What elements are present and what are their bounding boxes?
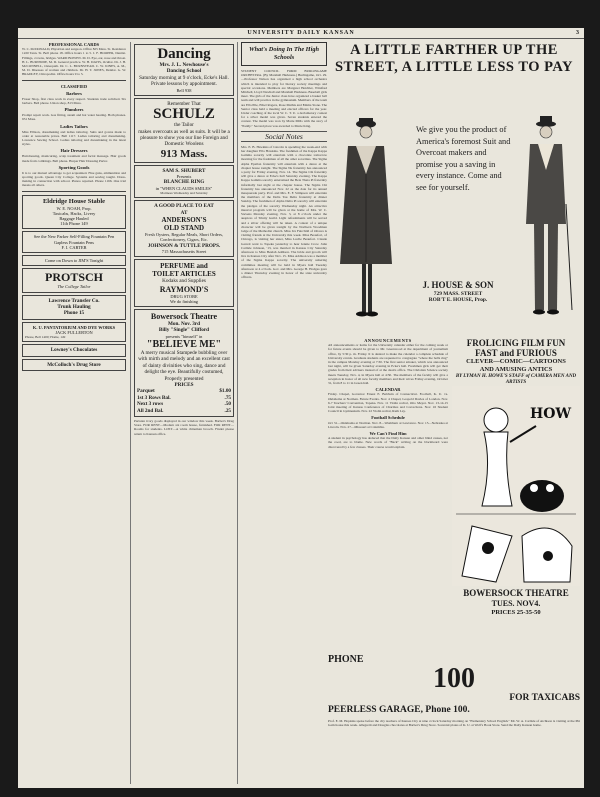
announcements-heading: ANNOUNCEMENTS	[364, 338, 412, 343]
eldridge-name: W. E. NOAH, Prop.	[56, 205, 92, 211]
mass-address: 715 Massachusetts Street	[161, 248, 207, 254]
ladies-tailors-text: Miss Ellison, dressmaking and ladies tailoring. Suits and gowns made to order at reasonable prices. Bell 1117. Ladies tailoring and dressmaking. Lawrence Sewing School. Ladies tailoring and dressmaking in the latest styles.	[22, 129, 126, 147]
bowersock-theatre: BOWERSOCK THEATRE	[463, 588, 569, 598]
bowersock-date: TUES. NOV4.	[491, 599, 541, 608]
lowneys-ad	[22, 344, 126, 356]
paper-name: UNIVERSITY DAILY KANSAN	[247, 30, 355, 36]
transfer-service: Trunk Hauling	[57, 303, 91, 310]
house-headline: A LITTLE FARTHER UP THE STREET, A LITTLE LESS TO PAY	[334, 42, 574, 75]
football-text: Oct 31—Oklahoma at Norman. Nov. 8—Washburn at Lawrence. Nov. 15—Nebraska at Lincoln. Nov. 27—Missouri at Columbia.	[328, 420, 448, 429]
billy-sub: presents "himself" in	[165, 333, 203, 339]
barbers-heading: Barbers	[66, 90, 82, 96]
newspaper-page	[18, 28, 584, 788]
professional-cards-title: PROFESSIONAL CARDS	[48, 42, 100, 47]
shubert-name: SAM S. SHUBERT	[162, 167, 206, 174]
film-line-4: AND AMUSING ANTICS	[479, 366, 553, 373]
house-proprietor: ROB'T E. HOUSE, Prop.	[428, 297, 488, 303]
dancing-title: Dancing	[157, 46, 211, 62]
pantatorium-phone: Phone, Bell 1400; Home, 149	[25, 335, 66, 340]
schulz-address: 913 Mass.	[160, 147, 208, 160]
price-label-4: All 2nd Bal.	[137, 407, 164, 414]
phone-number: 100	[433, 663, 475, 694]
film-line-1: FROLICING FILM FUN	[466, 338, 566, 348]
believe-text: A merry musical Stampede bubbling over with mirth and melody and an excellent cast of dainty divinities who sing, dance and delight the eye. Beautifully costumed, Properly presented	[138, 349, 230, 382]
mccolloch-text: McColloch's Drug Store	[47, 361, 101, 368]
house-name: J. HOUSE & SON	[422, 280, 494, 290]
pantatorium-name: K. U. PANTATORIUM AND DYE WORKS	[32, 324, 116, 330]
dancing-teacher: Mrs. J. L. Newhouse's	[159, 62, 209, 68]
plumbers-heading: Plumbers	[64, 107, 84, 113]
jims-ad	[22, 255, 126, 266]
raymond-ad	[134, 259, 234, 307]
calendar-text: Friday. Chapel, Governor Ernest E. Baldwin of Connecticut. Football, K. U. vs. Oklahoma at Norman. Future Events. Nov. 4 Chapel, Leopold Davies of London. Nov. 6-7 Teachers' Convention, Topeka. Nov. 11 Violin recital, Otto Meyer. Nov. 13-14-15 Joint meeting of Kansas Conference of Charities and Corrections. Nov. 16 Student Council in Gymnasium. Nov. 22 Violin recital, Ruth Lay.	[328, 392, 448, 414]
hair-dressers-heading: Hair Dressers	[60, 148, 88, 154]
pantatorium-ad	[22, 322, 126, 343]
raymond-name: RAYMOND'S	[159, 284, 209, 294]
page-header	[18, 28, 584, 39]
transfer-ad	[22, 295, 126, 320]
parker-pen-ad	[22, 231, 126, 253]
ladies-tailors-heading: Ladies Tailors	[60, 123, 88, 129]
price-value-1: $1.00	[219, 388, 231, 395]
cartoon-illustration	[452, 386, 580, 586]
good-place-4: OLD STAND	[163, 224, 205, 233]
svg-text:HOW: HOW	[530, 406, 572, 422]
phone-label: PHONE	[328, 654, 364, 665]
shubert-presents: Presents	[176, 174, 192, 180]
price-label-1: Parquet	[137, 388, 155, 395]
jims-text: Come on Down to JIM'S Tonight	[44, 258, 104, 264]
blanche-play: in "WHEN CLAUDS SMILES"	[155, 185, 213, 191]
billy-clifford: Billy "Single" Clifford	[158, 327, 210, 334]
dancing-ad	[134, 44, 234, 96]
hair-dressers-text: Hairdressing, manicuring, scalp treatment and facial massage. Hair goods made from combings. Bell phone. Harper Hair Dressing Parlor.	[22, 154, 126, 163]
house-signature	[403, 280, 513, 303]
garage-text: PEERLESS GARAGE, Phone 100.	[328, 705, 470, 715]
suit-man-illustration	[514, 114, 578, 326]
high-schools-box: What's Doing In The High Schools	[241, 42, 327, 66]
classified-column	[22, 42, 126, 784]
schulz-ad	[134, 98, 234, 163]
lowneys-text: Lowney's Chocolates	[50, 347, 98, 354]
sporting-goods-heading: Sporting Goods	[58, 164, 90, 170]
house-address: 729 MASS. STREET	[433, 291, 483, 297]
blanche-ring: BLANCHE RING	[163, 179, 205, 186]
dancing-school: Dancing School	[166, 68, 202, 75]
pantatorium-owner: JACK FULLERTON	[55, 329, 93, 335]
page-number: 3	[576, 30, 580, 36]
eldridge-line2: Baggage Hauled	[59, 216, 89, 222]
plumbers-text: Prompt repair work. Gas fitting, steam and hot water heating. Both phones. 931 Mass.	[22, 113, 126, 122]
peerless-garage-ad	[328, 654, 580, 727]
theatre-date: Mon. Nov. 3rd	[168, 320, 200, 327]
calendar-heading: CALENDAR	[375, 387, 401, 393]
social-notes-heading: Social Notes	[241, 131, 327, 142]
raymond-finishing: We do finishing	[170, 298, 198, 304]
announcements-column	[328, 338, 448, 449]
dancing-details: Saturday morning at 9 o'clock, Ecke's Hall. Private lessons by appointment.	[139, 74, 229, 88]
price-value-3: .50	[224, 401, 231, 408]
film-line-2: FAST and FURIOUS	[475, 348, 557, 358]
price-label-2: 1st 3 Rows Bal.	[137, 394, 171, 401]
good-place-3: ANDERSON'S	[161, 216, 207, 225]
protsch-sub: The College Tailor	[57, 284, 91, 290]
eldridge-ad	[22, 195, 126, 230]
schulz-tailor: the Tailor	[174, 122, 194, 129]
high-school-news-text: STUDENT COUNCIL FORM BURLINGAME ORCHESTRA. (By Marshall Harkness.) Burlingame, Oct. 29.—Professor Nelson has organized a high school orchestra which is intended to play for literary society meetings and special occasions. Members are Margaret Heichler, Winifred Mitchell, Lloyd Newhall and Marshall Harkness. Baseball girls meet. The girls of the Junior class have organized a basket ball team and will practice in the gymnasium. Members of the team are Ella Pile, Ethel Rogers, Rose Mathis and Emma Stone. The Senior class held a meeting and elected officers for the year. Under coaching of the local W. C. T. U. a declamatory contest for a silver medal was given. Seven students entered the contest. The medal was won by Marie Mills with the story of "Paddy." Second place was awarded to Marie King.	[241, 69, 327, 128]
sporting-goods-text: It is to our mutual advantage to get acquainted. Fine guns, ammunition and sporting goods. Queen City College. Systems and sewing taught. Dress-making in connection with school. Pianos repaired. Phone 1166. One trial means all others.	[22, 170, 126, 188]
transfer-phone: Phone 15	[63, 310, 85, 317]
schulz-remember: Remember That	[167, 100, 201, 107]
bowersock-prices: PRICES 25-35-50	[491, 609, 541, 616]
perfume-line2: TOILET ARTICLES	[152, 270, 216, 279]
johnson-tuttle: JOHNSON & TUTTLE PROPS.	[147, 242, 221, 249]
bowersock-mon-ad	[134, 309, 234, 417]
dancing-phone: Bell 938	[176, 87, 192, 93]
social-notes-text: Mrs. E. B. Hawkins of Lincoln is spending the week-end with her daughter Ella Hawkins. The freshmen of the Kappa Kappa Gamma sorority will entertain with a chocolate tomorrow morning for the freshmen of all the other sororities. The Sigma Alpha Epsilon fraternity will entertain with a dance at the chapter house tonight. The Sigma Nu fraternity has announced a party for Friday evening, Nov. 14. The Sigma Chi fraternity will give a dance at Ecke's hall Saturday evening. The Kappa Kappa Gamma sorority entertained the Beta Theta Pi fraternity informally last night at the chapter house. The Sigma Chi fraternity has announced Nov. 22 as the date for its annual masquerade party. Prof. and Mrs. E. F. Stimpson will entertain the members of the Delta Tau Delta fraternity at dinner Sunday. The freshmen of Alpha Delta Pi sorority will entertain the pledges of the sorority Wednesday night. An attractive musical program will be given at the home of Mrs. W. C. Stevens Monday evening, Nov. 3, at 8 o'clock under the auspices of Trinity Guild. Light refreshments will be served and a silver offering will be taken. A contest of a unique character will be given tonight by the Northern Woodmen lodge of the Methodist church. Miss Iva Fairchild of Ottawa is visiting friends at the University this week. Miss Beaufort, of Chicago, is visiting her sister, Miss Lucile Beaufort. Claude Garrett went to Topeka yesterday to hear Jennie Crow. John Carlisle Johnson, '13, was married in Kansas City Saturday afternoon to Miss Beulah Addison. The bride and groom will live in Kansas City after Nov. 15. Miss Addison was a member of the Sigma Kappa sorority. The university ushering committee meeting will be held in Myers hall Tuesday afternoon at 4 o'clock. Gov. and Mrs. George H. Hodges gave a dinner Thursday evening in honor of the state university officers.	[241, 144, 327, 280]
price-value-4: .25	[224, 407, 231, 414]
shubert-ad	[134, 165, 234, 198]
eldridge-line1: Taxicabs, Hacks, Livery	[52, 210, 96, 216]
price-label-3: Next 3 rows	[137, 401, 164, 408]
right-section	[328, 42, 580, 728]
lost-heading: We Can't Find Him	[369, 431, 407, 437]
kodaks-line: Kodaks and Supplies	[162, 278, 206, 285]
professional-cards-text: W. C. McDONALD, Physician and surgeon. Office 825 Mass. St. Residence 1220 Tenn. St. Bell phone 18. Office hours 1 to 5. J. F. HOOPER, Dentist. Fillings, crowns, bridges. WARD BOWEN. M. D. Eye, ear, nose and throat. H. L. BURNSIDE, M. D. General practice. W. H. DAVIS, Oculist. Dr. J. H. McCONNELL, Osteopath. Dr. C. L. BURNSTEAD. C. W. JONES, A. M., M. D. Diseases of women and children. Dr. H. T. JONES, Dentist. G. W. BRADLEY, Chiropodist. Office hours 9 to 5.	[22, 47, 126, 77]
carter-name: F. I. CARTER	[61, 244, 87, 250]
theatre-name: Bowersock Theatre	[150, 311, 218, 321]
film-line-3: CLEVER—COMIC—CARTOONS	[466, 358, 566, 365]
ads-column	[130, 42, 234, 784]
mccolloch-ad	[22, 359, 126, 371]
announcements-text: All announcements or items for the University calendar either for the coming week or for future events should be given to Mr. Greenwood at the department of journalism office, by 5:30 p. m. Friday. It is desired to make the calendar a complete schedule of University events. Graduate students are requested to congregate "where the bells ring" in the campus Monday evening at 7:30. The first senior smoker, which was announced last night, will be given Saturday evening in Ecke's hall. Freshmen girls will get their grades from their advisers instead of at the dean's office. The Christian Science society meets Tuesday, Nov. 4, in Myers hall at 4:30. The members of the faculty will give a reception in honor of all new faculty members and their wives Friday evening, October 31, from 8 to 11 in Green hall.	[328, 343, 448, 386]
parker-pen-text: See the New Parker Self-Filling Fountain Pen	[33, 234, 115, 240]
gapless-text: Gapless Fountain Pens	[53, 239, 94, 245]
film-ad	[452, 338, 580, 617]
taxicabs-text: FOR TAXICABS	[509, 693, 580, 703]
blanche-sub: Matinees Wednesday and Saturday	[160, 191, 208, 196]
prices-heading: PRICES	[174, 381, 194, 388]
good-place-5: Fresh Oysters, Regular Meals, Short Orders, Confectionery, Cigars, Etc.	[144, 232, 224, 243]
overcoat-man-figure	[334, 114, 398, 326]
barbers-text: Fraser Shop, first class work in every respect. Students trade solicited. Six barbers. Bell phone. Union shop, 813 Mass.	[22, 96, 126, 106]
protsch-ad	[22, 268, 126, 292]
transfer-name: Lawrence Transfer Co.	[48, 297, 100, 304]
protsch-name: PROTSCH	[44, 270, 103, 285]
lost-text: A student in psychology has deduced that the Daily Kansan and other blind causes, not the coed, are to blame. New words of "Back" writing on the blackboard were discovered by a few classes. Their course would explain.	[328, 436, 448, 449]
football-heading: Football Schedule	[371, 415, 405, 421]
eldridge-title: Eldridge House Stable	[42, 197, 106, 205]
price-value-2: .75	[224, 394, 231, 401]
overcoat-man-illustration	[334, 114, 398, 326]
film-line-5: BY LYMAN H. HOWE'S STAFF of CAMERA MEN AND ARTISTS	[455, 374, 577, 385]
good-place-1: A GOOD PLACE TO EAT	[154, 203, 214, 210]
believe-me: "BELIEVE ME"	[146, 338, 222, 350]
price-row-4	[137, 408, 231, 414]
good-place-2: AT	[180, 209, 188, 216]
schulz-name: SCHULZ	[153, 106, 215, 123]
bottom-notices: Prof. E. M. Hopkins spoke before the city teachers of Kansas City at nine o'clock Saturday morning on "Elementary School English." Mr. W. A. Carlisle of Atchison is visiting at the Phi Gam house this week. Allegretti and Douglas chocolates at Barber's Drug Store. Souvenir plates of K. U. at Wolf's Book Store. Send the Daily Kansan home.	[328, 719, 580, 728]
perfume-line1: PERFUME and	[160, 262, 208, 271]
suit-man-figure	[514, 114, 578, 326]
classified-title: CLASSIFIED	[60, 83, 88, 89]
eldridge-phone: 11th Phone 149	[60, 221, 88, 227]
raymond-drug: DRUG STORE	[170, 293, 198, 299]
news-column	[237, 42, 327, 784]
column2-small-ads: Parisian ivory goods displayed in our window this week. Barber's Drug Store. FOR RENT—Modern six room house, furnished. FOR RENT—Rooms for students. LOST—A white chinaman brooch. Finder please return to Kansan office.	[134, 419, 234, 436]
anderson-ad	[134, 200, 234, 257]
house-body-text: We give you the product of America's foremost Suit and Overcoat makers and promise you a saving in every instance. Come and see for yourself.	[416, 125, 511, 192]
schulz-text: makes overcoats as well as suits. It will be a pleasure to show you our line Foreign and Domestic Woolens	[138, 128, 230, 148]
